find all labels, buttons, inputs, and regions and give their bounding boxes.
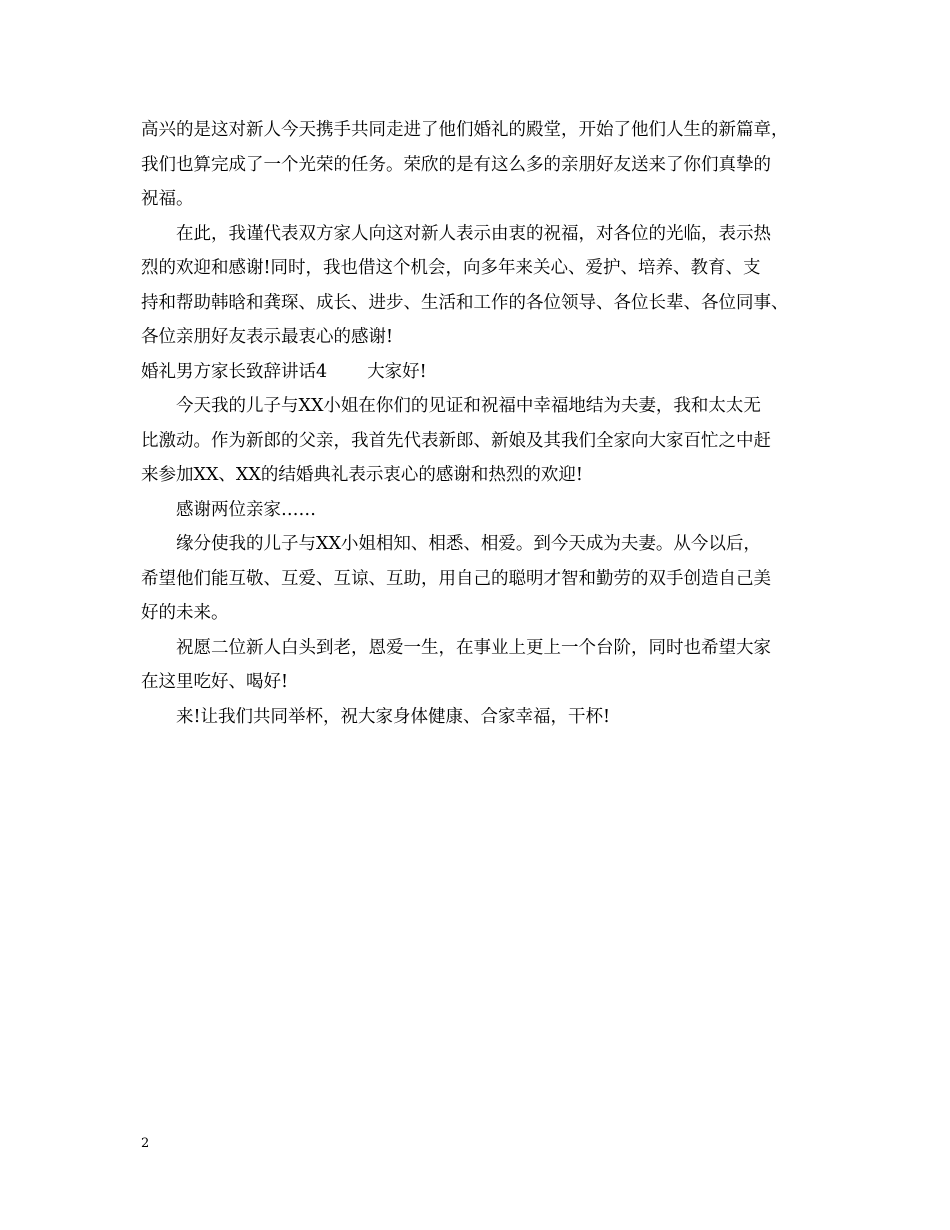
page-number: 2 <box>141 1136 150 1151</box>
text-line: 祝福。 <box>141 189 194 209</box>
section-greeting: 大家好! <box>367 361 427 382</box>
text-line: 我们也算完成了一个光荣的任务。荣欣的是有这么多的亲朋好友送来了你们真挚的 <box>141 154 771 175</box>
text-line: 烈的欢迎和感谢!同时，我也借这个机会，向多年来关心、爱护、培养、教育、支 <box>141 258 761 278</box>
paragraph-fate <box>141 527 841 631</box>
paragraph-wishes <box>141 631 841 700</box>
text-line: 持和帮助韩晗和龚琛、成长、进步、生活和工作的各位领导、各位长辈、各位同事、 <box>141 292 789 313</box>
section-heading-line <box>141 355 841 390</box>
text-line: 在这里吃好、喝好! <box>141 672 289 692</box>
paragraph-speech-opening <box>141 389 841 493</box>
text-line: 今天我的儿子与XX小姐在你们的见证和祝福中幸福地结为夫妻，我和太太无 <box>176 396 761 416</box>
paragraph-blessing <box>141 113 841 217</box>
text-line: 缘分使我的儿子与XX小姐相知、相悉、相爱。到今天成为夫妻。从今以后， <box>176 534 761 554</box>
text-line: 高兴的是这对新人今天携手共同走进了他们婚礼的殿堂，开始了他们人生的新篇章， <box>141 120 789 140</box>
text-line: 来!让我们共同举杯，祝大家身体健康、合家幸福，干杯! <box>176 706 611 727</box>
text-line: 感谢两位亲家…… <box>176 499 316 520</box>
text-line: 希望他们能互敬、互爱、互谅、互助，用自己的聪明才智和勤劳的双手创造自己美 <box>141 568 771 589</box>
text-line: 在此，我谨代表双方家人向这对新人表示由衷的祝福，对各位的光临，表示热 <box>176 223 771 244</box>
text-line: 来参加XX、XX的结婚典礼表示衷心的感谢和热烈的欢迎! <box>141 465 583 485</box>
paragraph-toast <box>141 700 841 735</box>
text-line: 祝愿二位新人白头到老，恩爱一生，在事业上更上一个台阶，同时也希望大家 <box>176 637 771 658</box>
paragraph-thanks <box>141 217 841 355</box>
document-body <box>141 113 841 734</box>
text-line: 比激动。作为新郎的父亲，我首先代表新郎、新娘及其我们全家向大家百忙之中赶 <box>141 430 771 451</box>
text-line: 好的未来。 <box>141 603 229 623</box>
section-heading <box>141 355 841 390</box>
section-title: 婚礼男方家长致辞讲话4 <box>141 361 328 382</box>
paragraph-in-laws <box>141 493 841 528</box>
text-line: 各位亲朋好友表示最衷心的感谢! <box>141 327 394 347</box>
